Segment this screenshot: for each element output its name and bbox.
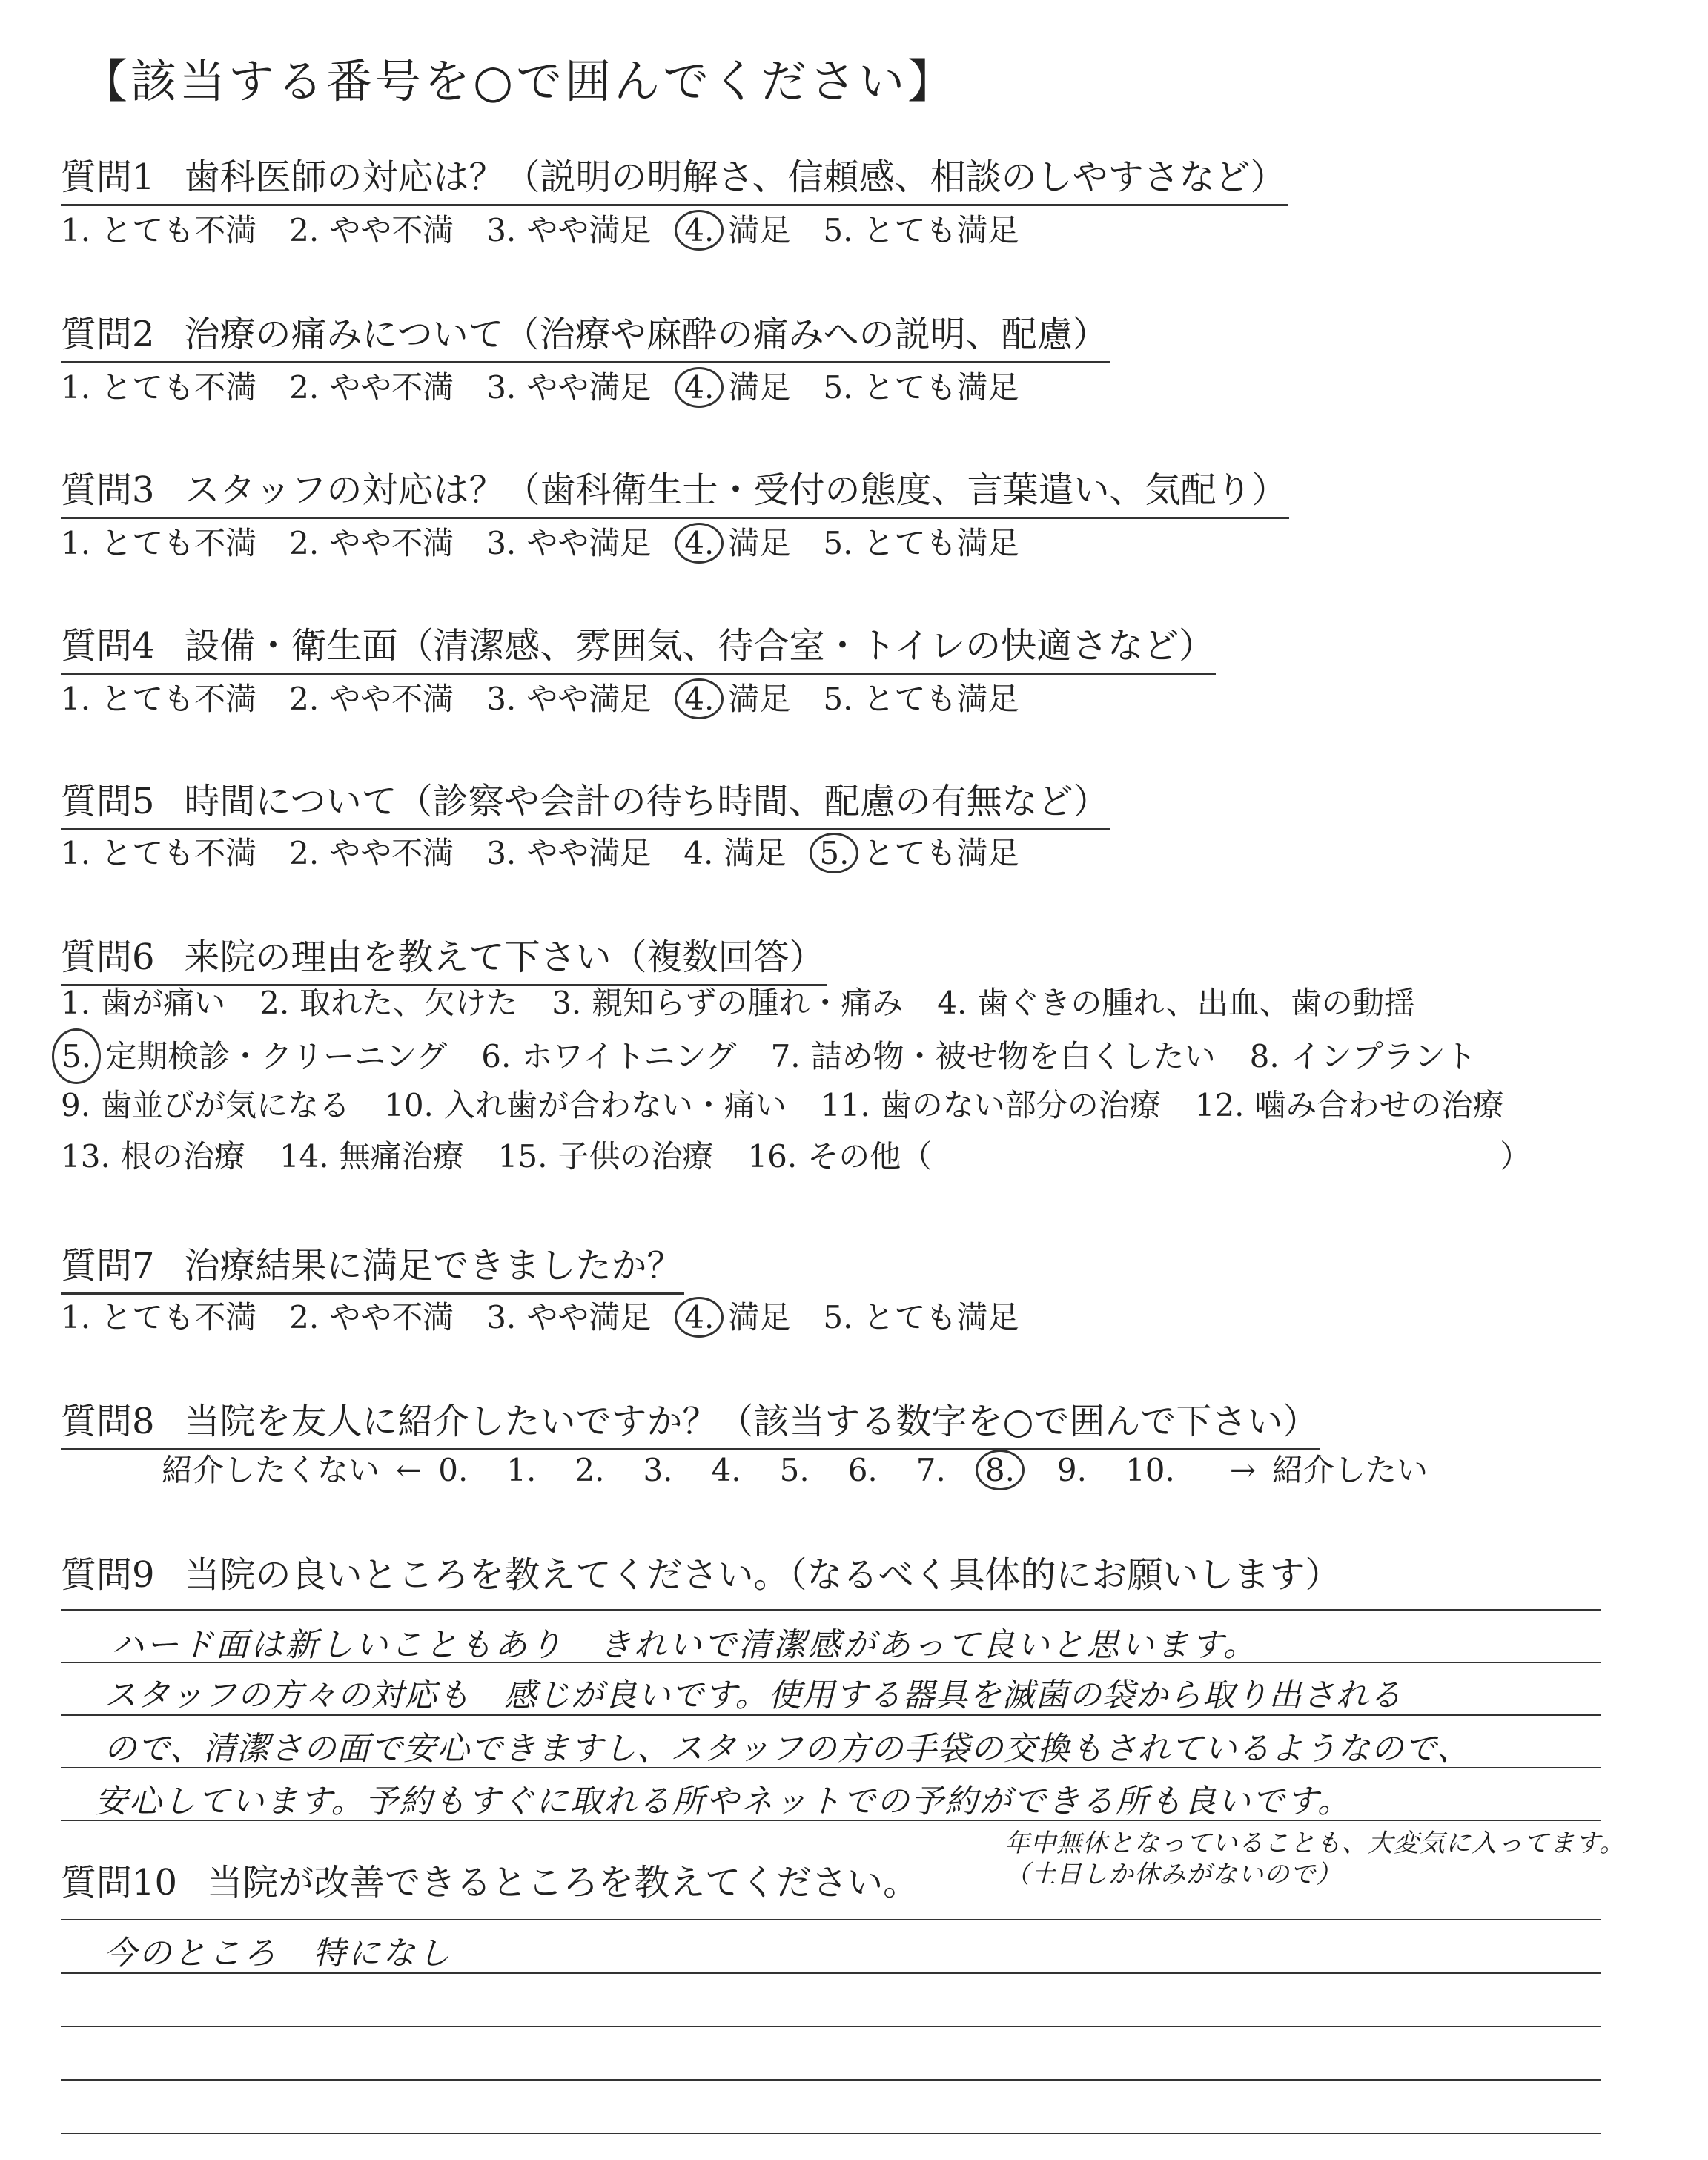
question-5-title xyxy=(61,773,1110,830)
option-number: 14. xyxy=(279,1138,329,1175)
option[interactable] xyxy=(1195,1080,1504,1131)
option-label: やや不満 xyxy=(329,681,454,717)
option[interactable] xyxy=(61,363,256,408)
option-number: 9. xyxy=(61,1087,91,1123)
option-number: 5. xyxy=(823,369,853,406)
option-number: 1. xyxy=(61,369,91,406)
scale-number: 5. xyxy=(779,1452,810,1488)
option-circled[interactable] xyxy=(683,675,790,719)
scale-value[interactable] xyxy=(575,1452,615,1488)
option-label: やや不満 xyxy=(329,525,454,561)
option-circled[interactable] xyxy=(61,1028,447,1084)
option-number: 1. xyxy=(61,525,91,561)
option-label: とても満足 xyxy=(863,681,1019,717)
option-label: その他（ xyxy=(807,1138,933,1175)
option-row xyxy=(61,1028,1538,1080)
option[interactable] xyxy=(289,519,454,564)
option[interactable] xyxy=(823,519,1019,564)
option-label: 入れ歯が合わない・痛い xyxy=(443,1087,787,1123)
option-number: 4. xyxy=(675,1297,724,1338)
option[interactable] xyxy=(61,977,225,1028)
question-5-options xyxy=(61,829,1051,873)
option-label: やや満足 xyxy=(526,1299,652,1335)
question-4-text: 設備・衛生面（清潔感、雰囲気、待合室・トイレの快適さなど） xyxy=(184,625,1215,667)
option[interactable] xyxy=(823,1293,1019,1338)
option-number: 4. xyxy=(937,985,967,1021)
scale-left-arrow: ← xyxy=(396,1452,423,1488)
question-1-number: 質問1 xyxy=(61,156,155,198)
option-number: 1. xyxy=(61,835,91,871)
option[interactable] xyxy=(289,675,454,719)
scale-right-label: 紹介したい xyxy=(1272,1452,1429,1488)
option[interactable] xyxy=(552,977,903,1028)
option-number: 2. xyxy=(289,212,320,248)
option-label: とても満足 xyxy=(863,1299,1019,1335)
option-label: とても満足 xyxy=(863,835,1019,871)
option[interactable] xyxy=(1250,1031,1477,1082)
scale-number: 8. xyxy=(976,1450,1025,1490)
scale-number: 6. xyxy=(847,1452,878,1488)
option-label: 満足 xyxy=(728,1299,791,1335)
option-number: 16. xyxy=(747,1138,798,1175)
question-5-text: 時間について（診察や会計の待ち時間、配慮の有無など） xyxy=(184,781,1109,822)
question-8-scale xyxy=(162,1446,1428,1490)
option-label: ホワイトニング xyxy=(521,1038,737,1074)
option[interactable] xyxy=(937,977,1415,1028)
scale-number: 0. xyxy=(438,1452,469,1488)
option[interactable] xyxy=(486,206,651,251)
option-row xyxy=(61,977,1538,1028)
question-3-options xyxy=(61,519,1051,564)
question-3-number: 質問3 xyxy=(61,469,155,511)
scale-value[interactable] xyxy=(916,1452,956,1488)
question-8-text: 当院を友人に紹介したいですか？（該当する数字を○で囲んで下さい） xyxy=(184,1401,1319,1442)
scale-number: 7. xyxy=(916,1452,946,1488)
option-number: 2. xyxy=(289,681,320,717)
option-label: とても不満 xyxy=(101,212,257,248)
option-label: やや不満 xyxy=(329,1299,454,1335)
option[interactable] xyxy=(823,675,1019,719)
option-circled[interactable] xyxy=(818,829,1019,873)
option-label: 噛み合わせの治療 xyxy=(1254,1087,1504,1123)
question-6-number: 質問6 xyxy=(61,937,155,978)
question-10-number: 質問10 xyxy=(61,1862,178,1903)
question-2-options xyxy=(61,363,1051,408)
question-8-title xyxy=(61,1393,1320,1450)
question-2-text: 治療の痛みについて（治療や麻酔の痛みへの説明、配慮） xyxy=(184,314,1108,355)
option-label: 歯並びが気になる xyxy=(101,1087,351,1123)
option[interactable] xyxy=(486,519,651,564)
question-9-text: 当院の良いところを教えてください。（なるべく具体的にお願いします） xyxy=(184,1554,1341,1596)
option[interactable] xyxy=(486,829,651,873)
question-7-number: 質問7 xyxy=(61,1245,155,1287)
scale-number: 4. xyxy=(711,1452,741,1488)
option-label: 満足 xyxy=(724,835,787,871)
option-number: 3. xyxy=(486,1299,517,1335)
option-number: 3. xyxy=(552,985,582,1021)
option-number: 5. xyxy=(823,525,853,561)
option-label: とても不満 xyxy=(101,369,257,406)
question-2-number: 質問2 xyxy=(61,314,155,355)
option-number: 1. xyxy=(61,985,91,1021)
question-9-title xyxy=(61,1546,1343,1602)
answer-line xyxy=(61,2026,1601,2027)
handwritten-answer-line: ハード面は新しいこともあり きれいで清潔感があって良いと思います。 xyxy=(111,1626,1259,1664)
option-number: 10. xyxy=(384,1087,434,1123)
question-3-title xyxy=(61,461,1289,519)
scale-value[interactable] xyxy=(1125,1452,1185,1488)
question-10-title xyxy=(61,1854,920,1909)
option-label: 子供の治療 xyxy=(557,1138,714,1175)
option[interactable] xyxy=(747,1131,932,1182)
option-label: やや満足 xyxy=(526,835,652,871)
option-label: やや不満 xyxy=(329,369,454,406)
scale-value[interactable] xyxy=(643,1452,683,1488)
question-10-text: 当院が改善できるところを教えてください。 xyxy=(207,1862,919,1903)
question-5-number: 質問5 xyxy=(61,781,155,822)
option-circled[interactable] xyxy=(683,519,790,564)
scale-number: 2. xyxy=(575,1452,605,1488)
question-3-text: スタッフの対応は？（歯科衛生士・受付の態度、言葉遣い、気配り） xyxy=(184,469,1288,511)
option-number: 2. xyxy=(289,525,320,561)
option[interactable] xyxy=(384,1080,787,1131)
option-circled[interactable] xyxy=(683,1293,790,1338)
question-6-options xyxy=(61,977,1538,1182)
handwritten-answer-line: ので、清潔さの面で安心できますし、スタッフの方の手袋の交換もされているようなので、 xyxy=(104,1730,1471,1768)
option-label: 満足 xyxy=(728,369,791,406)
scale-number: 1. xyxy=(506,1452,537,1488)
option[interactable] xyxy=(289,206,454,251)
other-close-paren: ） xyxy=(1500,1138,1532,1175)
option-number: 5. xyxy=(823,681,853,717)
option-number: 5. xyxy=(810,833,858,873)
option[interactable] xyxy=(61,675,256,719)
answer-line xyxy=(61,2079,1601,2081)
option[interactable] xyxy=(771,1031,1216,1082)
option-row xyxy=(61,1131,1538,1182)
scale-value[interactable] xyxy=(848,1452,888,1488)
option[interactable] xyxy=(61,519,256,564)
option[interactable] xyxy=(683,829,786,873)
option-number: 3. xyxy=(486,525,517,561)
option-label: やや不満 xyxy=(329,212,454,248)
option-circled[interactable] xyxy=(683,206,790,251)
option[interactable] xyxy=(486,675,651,719)
option-number: 2. xyxy=(289,835,320,871)
option[interactable] xyxy=(61,1131,245,1182)
scale-value[interactable] xyxy=(712,1452,752,1488)
option-label: 取れた、欠けた xyxy=(299,985,518,1021)
option-label: やや満足 xyxy=(526,369,652,406)
scale-number: 9. xyxy=(1056,1452,1087,1488)
option-label: 親知らずの腫れ・痛み xyxy=(592,985,904,1021)
option[interactable] xyxy=(481,1031,736,1082)
option-number: 15. xyxy=(497,1138,548,1175)
question-4-title xyxy=(61,617,1216,675)
answer-line xyxy=(61,1609,1601,1611)
option[interactable] xyxy=(289,1293,454,1338)
scale-value[interactable] xyxy=(780,1452,820,1488)
option-number: 3. xyxy=(486,212,517,248)
answer-line xyxy=(61,1919,1601,1920)
question-2-title xyxy=(61,305,1110,363)
page-title: 【該当する番号を○で囲んでください】 xyxy=(82,54,957,108)
option-label: 定期検診・クリーニング xyxy=(105,1038,448,1074)
option-label: 根の治療 xyxy=(120,1138,245,1175)
option-label: 無痛治療 xyxy=(339,1138,464,1175)
option-number: 3. xyxy=(486,681,517,717)
option[interactable] xyxy=(61,1080,350,1131)
option-label: 詰め物・被せ物を白くしたい xyxy=(810,1038,1216,1074)
option[interactable] xyxy=(823,363,1019,408)
option-label: 歯のない部分の治療 xyxy=(880,1087,1161,1123)
option[interactable] xyxy=(289,829,454,873)
option-number: 13. xyxy=(61,1138,110,1175)
option-label: とても満足 xyxy=(863,525,1019,561)
scale-value[interactable] xyxy=(1057,1452,1097,1488)
option-number: 5. xyxy=(52,1028,101,1084)
option-number: 7. xyxy=(770,1038,801,1074)
answer-line xyxy=(61,2133,1601,2134)
option-label: とても不満 xyxy=(101,525,257,561)
option-row xyxy=(61,1080,1538,1131)
scale-number: 3. xyxy=(643,1452,673,1488)
option-number: 12. xyxy=(1194,1087,1245,1123)
option-number: 3. xyxy=(486,835,517,871)
option-number: 5. xyxy=(823,1299,853,1335)
option[interactable] xyxy=(279,1131,464,1182)
option-number: 5. xyxy=(823,212,853,248)
question-7-text: 治療結果に満足できましたか？ xyxy=(184,1245,683,1287)
question-9-number: 質問9 xyxy=(61,1554,155,1596)
question-7-title xyxy=(61,1237,684,1295)
option-label: やや不満 xyxy=(329,835,454,871)
option-label: 歯ぐきの腫れ、出血、歯の動揺 xyxy=(977,985,1415,1021)
scale-value[interactable] xyxy=(506,1452,546,1488)
option-number: 4. xyxy=(675,367,724,408)
option-label: やや満足 xyxy=(526,525,652,561)
option-number: 3. xyxy=(486,369,517,406)
option[interactable] xyxy=(498,1131,714,1182)
option[interactable] xyxy=(486,363,651,408)
scale-value-circled[interactable] xyxy=(984,1450,1029,1490)
scale-number: 10. xyxy=(1125,1452,1175,1488)
scale-right-arrow: → xyxy=(1229,1452,1256,1488)
option[interactable] xyxy=(259,977,517,1028)
option-number: 11. xyxy=(820,1087,870,1123)
handwritten-answer-line: 安心しています。予約もすぐに取れる所やネットでの予約ができる所も良いです。 xyxy=(95,1783,1351,1820)
option-number: 1. xyxy=(61,681,91,717)
option-label: 歯が痛い xyxy=(101,985,226,1021)
option-label: とても満足 xyxy=(863,369,1019,406)
question-1-text: 歯科医師の対応は？（説明の明解さ、信頼感、相談のしやすさなど） xyxy=(184,156,1286,198)
question-4-options xyxy=(61,675,1051,719)
option-number: 2. xyxy=(289,369,320,406)
option-number: 1. xyxy=(61,212,91,248)
option-label: とても不満 xyxy=(101,1299,257,1335)
question-1-options xyxy=(61,206,1051,251)
option-label: とても不満 xyxy=(101,681,257,717)
option[interactable] xyxy=(61,206,256,251)
option[interactable] xyxy=(289,363,454,408)
option-label: やや満足 xyxy=(526,212,652,248)
handwritten-note-line: （土日しか休みがないので） xyxy=(1004,1860,1342,1889)
option[interactable] xyxy=(823,206,1019,251)
option[interactable] xyxy=(61,1293,256,1338)
option-label: とても満足 xyxy=(863,212,1019,248)
question-8-number: 質問8 xyxy=(61,1401,155,1442)
option-label: インプラント xyxy=(1289,1038,1477,1074)
question-7-options xyxy=(61,1293,1051,1338)
question-4-number: 質問4 xyxy=(61,625,155,667)
option-number: 4. xyxy=(675,678,724,719)
option-number: 8. xyxy=(1249,1038,1280,1074)
handwritten-note-line: 年中無休となっていることも、大変気に入ってます。 xyxy=(1004,1829,1626,1858)
option[interactable] xyxy=(61,829,256,873)
option-number: 4. xyxy=(675,523,724,564)
question-6-text: 来院の理由を教えて下さい（複数回答） xyxy=(184,937,825,978)
option[interactable] xyxy=(821,1080,1161,1131)
option-number: 4. xyxy=(683,835,714,871)
option-number: 1. xyxy=(61,1299,91,1335)
option-label: やや満足 xyxy=(526,681,652,717)
option-label: 満足 xyxy=(728,525,791,561)
option-number: 2. xyxy=(259,985,290,1021)
option-circled[interactable] xyxy=(683,363,790,408)
option-label: 満足 xyxy=(728,212,791,248)
option[interactable] xyxy=(486,1293,651,1338)
option-number: 4. xyxy=(675,210,724,251)
question-1-title xyxy=(61,148,1288,206)
option-number: 6. xyxy=(481,1038,512,1074)
option-label: 満足 xyxy=(728,681,791,717)
scale-left-label: 紹介したくない xyxy=(162,1452,380,1488)
option-number: 2. xyxy=(289,1299,320,1335)
handwritten-answer-line: 今のところ 特になし xyxy=(104,1935,452,1972)
option-label: とても不満 xyxy=(101,835,257,871)
handwritten-answer-line: スタッフの方々の対応も 感じが良いです。使用する器具を滅菌の袋から取り出される xyxy=(104,1677,1403,1714)
scale-value[interactable] xyxy=(438,1452,478,1488)
